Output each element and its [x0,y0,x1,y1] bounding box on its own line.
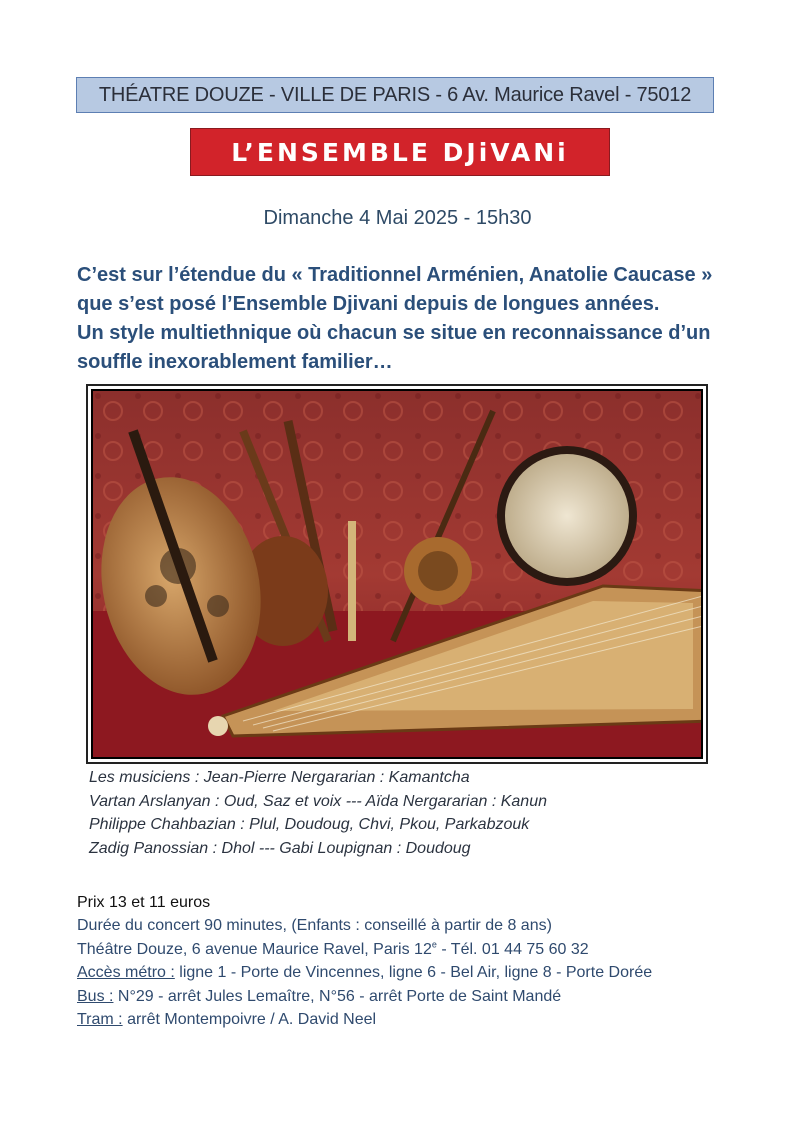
intro-line: Un style multiethnique où chacun se situe en reconnaissance d’un [77,322,711,344]
intro-paragraph [77,261,737,377]
metro-text: ligne 1 - Porte de Vincennes, ligne 6 - Bel Air, ligne 8 - Porte Dorée [174,964,653,982]
musician-line: Vartan Arslanyan : Oud, Saz et voix --- Aïda Nergararian : Kanun [89,792,547,810]
ensemble-title: L’ENSEMBLE DJiVANi [231,137,569,167]
venue-text: THÉATRE DOUZE - VILLE DE PARIS - 6 Av. Maurice Ravel - 75012 [98,83,692,106]
intro-line: souffle inexorablement familier… [77,351,393,373]
metro-label: Accès métro : [77,964,175,982]
metro-line [77,961,757,984]
address-superscript: e [431,939,437,950]
price-text: Prix 13 et 11 euros [77,894,211,911]
bus-label: Bus : [77,987,114,1005]
intro-line: que s’est posé l’Ensemble Djivani depuis de longues années. [77,293,660,315]
tram-text: arrêt Montempoivre / A. David Neel [122,1011,377,1029]
phone-text: - Tél. 01 44 75 60 32 [436,940,589,958]
concert-date: Dimanche 4 Mai 2025 - 15h30 [263,207,532,229]
instruments-illustration [93,391,703,759]
intro-line: C’est sur l’étendue du « Traditionnel Arménien, Anatolie Caucase » [77,264,713,286]
venue-banner [76,77,714,113]
bus-text: N°29 - arrêt Jules Lemaître, N°56 - arrêt Porte de Saint Mandé [113,987,562,1005]
practical-info [77,891,757,1031]
ensemble-title-banner [190,128,610,176]
tram-line [77,1008,757,1031]
musician-line: Philippe Chahbazian : Plul, Doudoug, Chvi, Pkou, Parkabzouk [89,816,530,833]
musicians-list [89,766,709,860]
instruments-photo-frame [86,384,708,764]
musician-line: Les musiciens : Jean-Pierre Nergararian : Kamantcha [89,769,470,786]
address-text: Théâtre Douze, 6 avenue Maurice Ravel, Paris 12 [77,940,432,958]
musician-line: Zadig Panossian : Dhol --- Gabi Loupignan : Doudoug [89,839,471,857]
instruments-photo [91,389,703,759]
duration-text: Durée du concert 90 minutes, (Enfants : conseillé à partir de 8 ans) [77,917,552,935]
tram-label: Tram : [77,1011,123,1029]
bus-line [77,985,757,1008]
address-line [77,938,757,961]
